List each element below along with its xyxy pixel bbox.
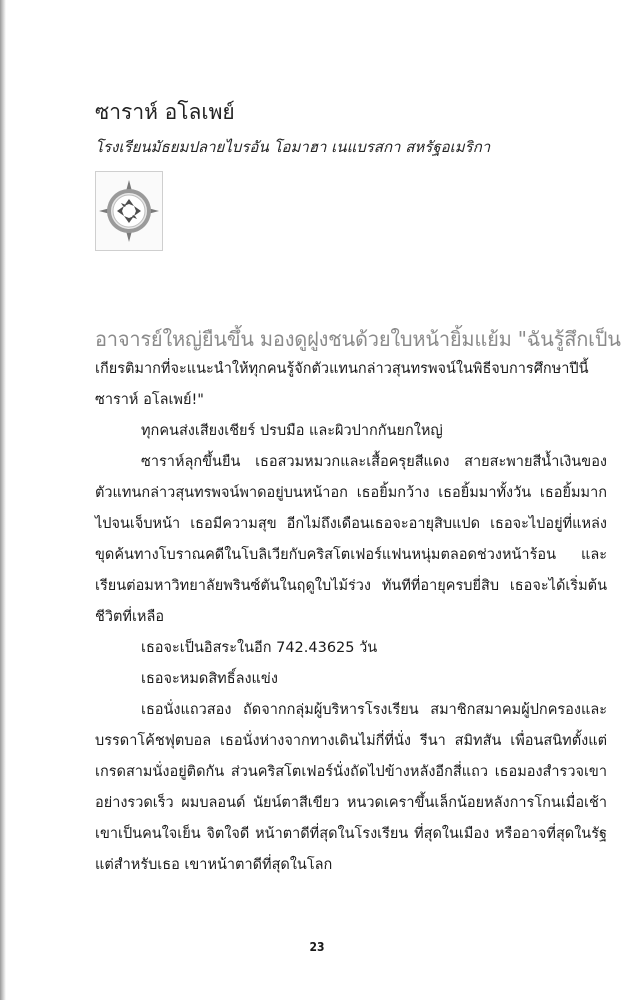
story-paragraph: ทุกคนส่งเสียงเชียร์ ปรบมือ และผิวปากกันยกใหญ่	[141, 423, 443, 439]
story-lead: อาจารย์ใหญ่ยืนขึ้น มองดูฝูงชนด้วยใบหน้ายิ้มแย้ม "ฉันรู้สึกเป็น	[95, 327, 621, 351]
compass-rose-emblem-icon	[99, 179, 159, 243]
page-number: 23	[309, 940, 325, 954]
story-body	[95, 324, 621, 881]
page-binding-edge	[0, 0, 6, 1000]
story-paragraph: เกียรติมากที่จะแนะนำให้ทุกคนรู้จักตัวแทนกล่าวสุนทรพจน์ในพิธีจบการศึกษาปีนี้ ซาราห์ อโลเพย์!"	[95, 361, 589, 408]
story-paragraph: เธอจะเป็นอิสระในอีก 742.43625 วัน	[141, 640, 378, 656]
emblem-frame	[95, 171, 163, 251]
story-paragraph: เธอนั่งแถวสอง ถัดจากกลุ่มผู้บริหารโรงเรียน สมาชิกสมาคมผู้ปกครองและบรรดาโค้ชฟุตบอล เธอนั่งห่างจากทางเดินไม่กี่ที่นั่ง รีนา สมิทสัน เพื่อนสนิทตั้งแต่เกรดสามนั่งอยู่ติดกัน ส่วนคริสโตเฟอร์นั่งถัดไปข้างหลังอีกสี่แถว เธอมองสำรวจเขาอย่างรวดเร็ว ผมบลอนด์ นัยน์ตาสีเขียว หนวดเคราขึ้นเล็กน้อยหลังการโกนเมื่อเช้า เขาเป็นคนใจเย็น จิตใจดี หน้าตาดีที่สุดในโรงเรียน ที่สุดในเมือง หรืออาจที่สุดในรัฐ แต่สำหรับเธอ เขาหน้าตาดีที่สุดในโลก	[95, 702, 607, 873]
author-school: โรงเรียนมัธยมปลายไบรอัน โอมาฮา เนแบรสกา สหรัฐอเมริกา	[95, 138, 491, 156]
author-name: ซาราห์ อโลเพย์	[95, 100, 235, 124]
story-paragraph: ซาราห์ลุกขึ้นยืน เธอสวมหมวกและเสื้อครุยสีแดง สายสะพายสีน้ำเงินของตัวแทนกล่าวสุนทรพจน์พาดอยู่บนหน้าอก เธอยิ้มกว้าง เธอยิ้มมาทั้งวัน เธอยิ้มมากไปจนเจ็บหน้า เธอมีความสุข อีกไม่ถึงเดือนเธอจะอายุสิบแปด เธอจะไปอยู่ที่แหล่งขุดค้นทางโบราณคดีในโบลิเวียกับคริสโตเฟอร์แฟนหนุ่มตลอดช่วงหน้าร้อน และเรียนต่อมหาวิทยาลัยพรินซ์ตันในฤดูใบไม้ร่วง ทันทีที่อายุครบยี่สิบ เธอจะได้เริ่มต้นชีวิตที่เหลือ	[95, 454, 607, 625]
story-paragraph: เธอจะหมดสิทธิ์ลงแข่ง	[141, 671, 278, 687]
